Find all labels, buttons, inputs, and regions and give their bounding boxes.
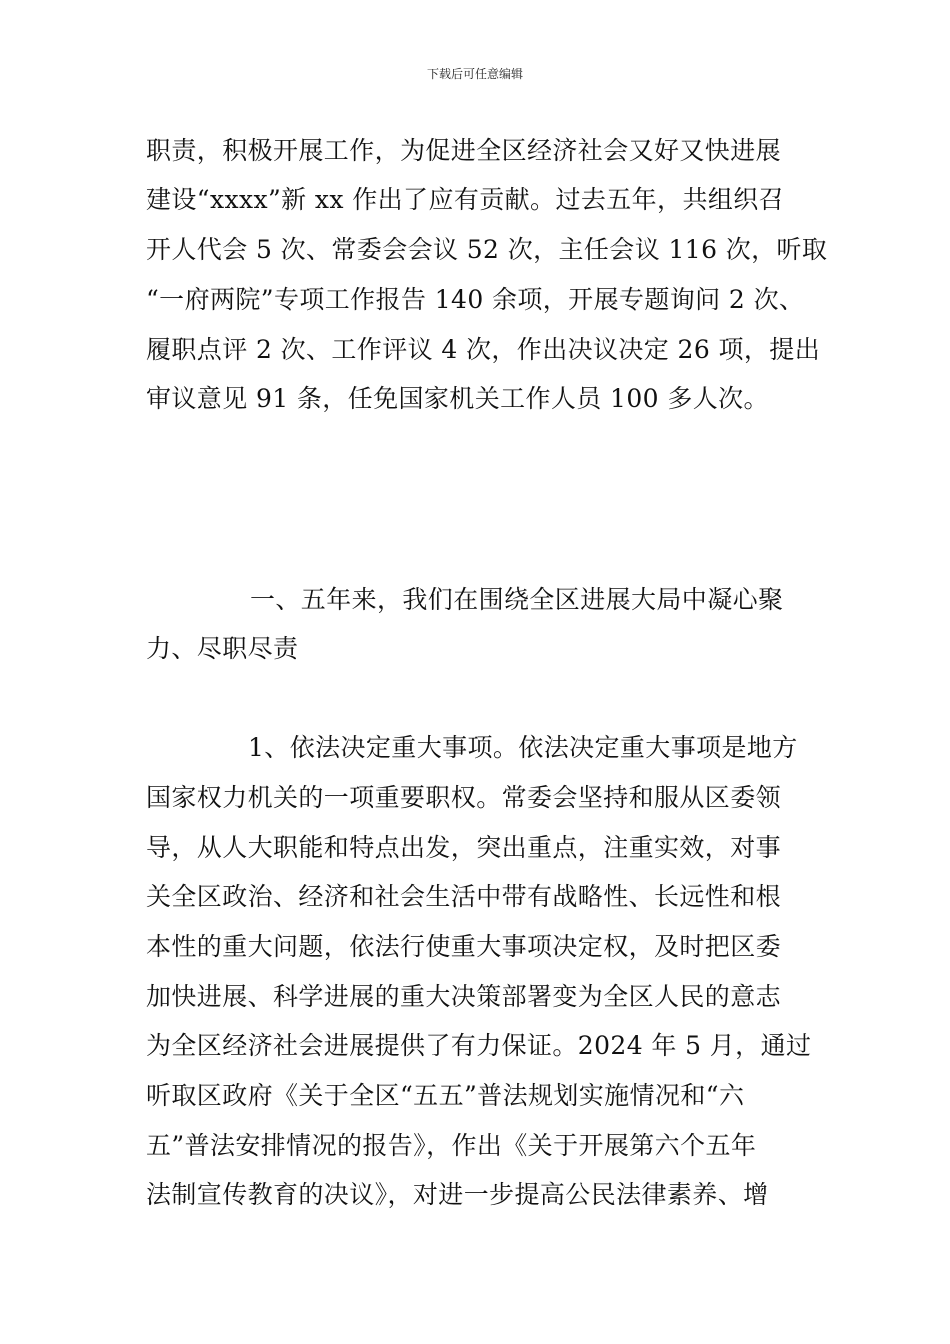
- paragraph-line: 开人代会 5 次、常委会会议 52 次，主任会议 116 次，听取: [146, 235, 828, 264]
- paragraph-line: 国家权力机关的一项重要职权。常委会坚持和服从区委领: [146, 783, 782, 812]
- paragraph-line: 导，从人大职能和特点出发，突出重点，注重实效，对事: [146, 833, 782, 862]
- paragraph-line: 履职点评 2 次、工作评议 4 次，作出决议决定 26 项，提出: [146, 335, 821, 364]
- paragraph-line: 建设“xxxx”新 xx 作出了应有贡献。过去五年，共组织召: [146, 185, 785, 214]
- paragraph-line: 关全区政治、经济和社会生活中带有战略性、长远性和根: [146, 882, 782, 911]
- page-header: 下载后可任意编辑: [426, 67, 523, 81]
- paragraph-line: 五”普法安排情况的报告》，作出《关于开展第六个五年: [146, 1131, 757, 1160]
- paragraph-line: 法制宣传教育的决议》，对进一步提高公民法律素养、增: [146, 1180, 769, 1209]
- paragraph-line: 1、依法决定重大事项。依法决定重大事项是地方: [248, 733, 798, 762]
- paragraph-line: 审议意见 91 条，任免国家机关工作人员 100 多人次。: [146, 384, 769, 413]
- section-heading: 力、尽职尽责: [146, 634, 299, 663]
- paragraph-line: 加快进展、科学进展的重大决策部署变为全区人民的意志: [146, 982, 782, 1011]
- section-heading: 一、五年来，我们在围绕全区进展大局中凝心聚: [250, 585, 784, 614]
- paragraph-line: 职责，积极开展工作，为促进全区经济社会又好又快进展: [146, 136, 782, 165]
- paragraph-line: 本性的重大问题，依法行使重大事项决定权，及时把区委: [146, 932, 782, 961]
- paragraph-line: 为全区经济社会进展提供了有力保证。2024 年 5 月，通过: [146, 1031, 812, 1060]
- paragraph-line: “一府两院”专项工作报告 140 余项，开展专题询问 2 次、: [146, 285, 805, 314]
- paragraph-line: 听取区政府《关于全区“五五”普法规划实施情况和“六: [146, 1081, 745, 1110]
